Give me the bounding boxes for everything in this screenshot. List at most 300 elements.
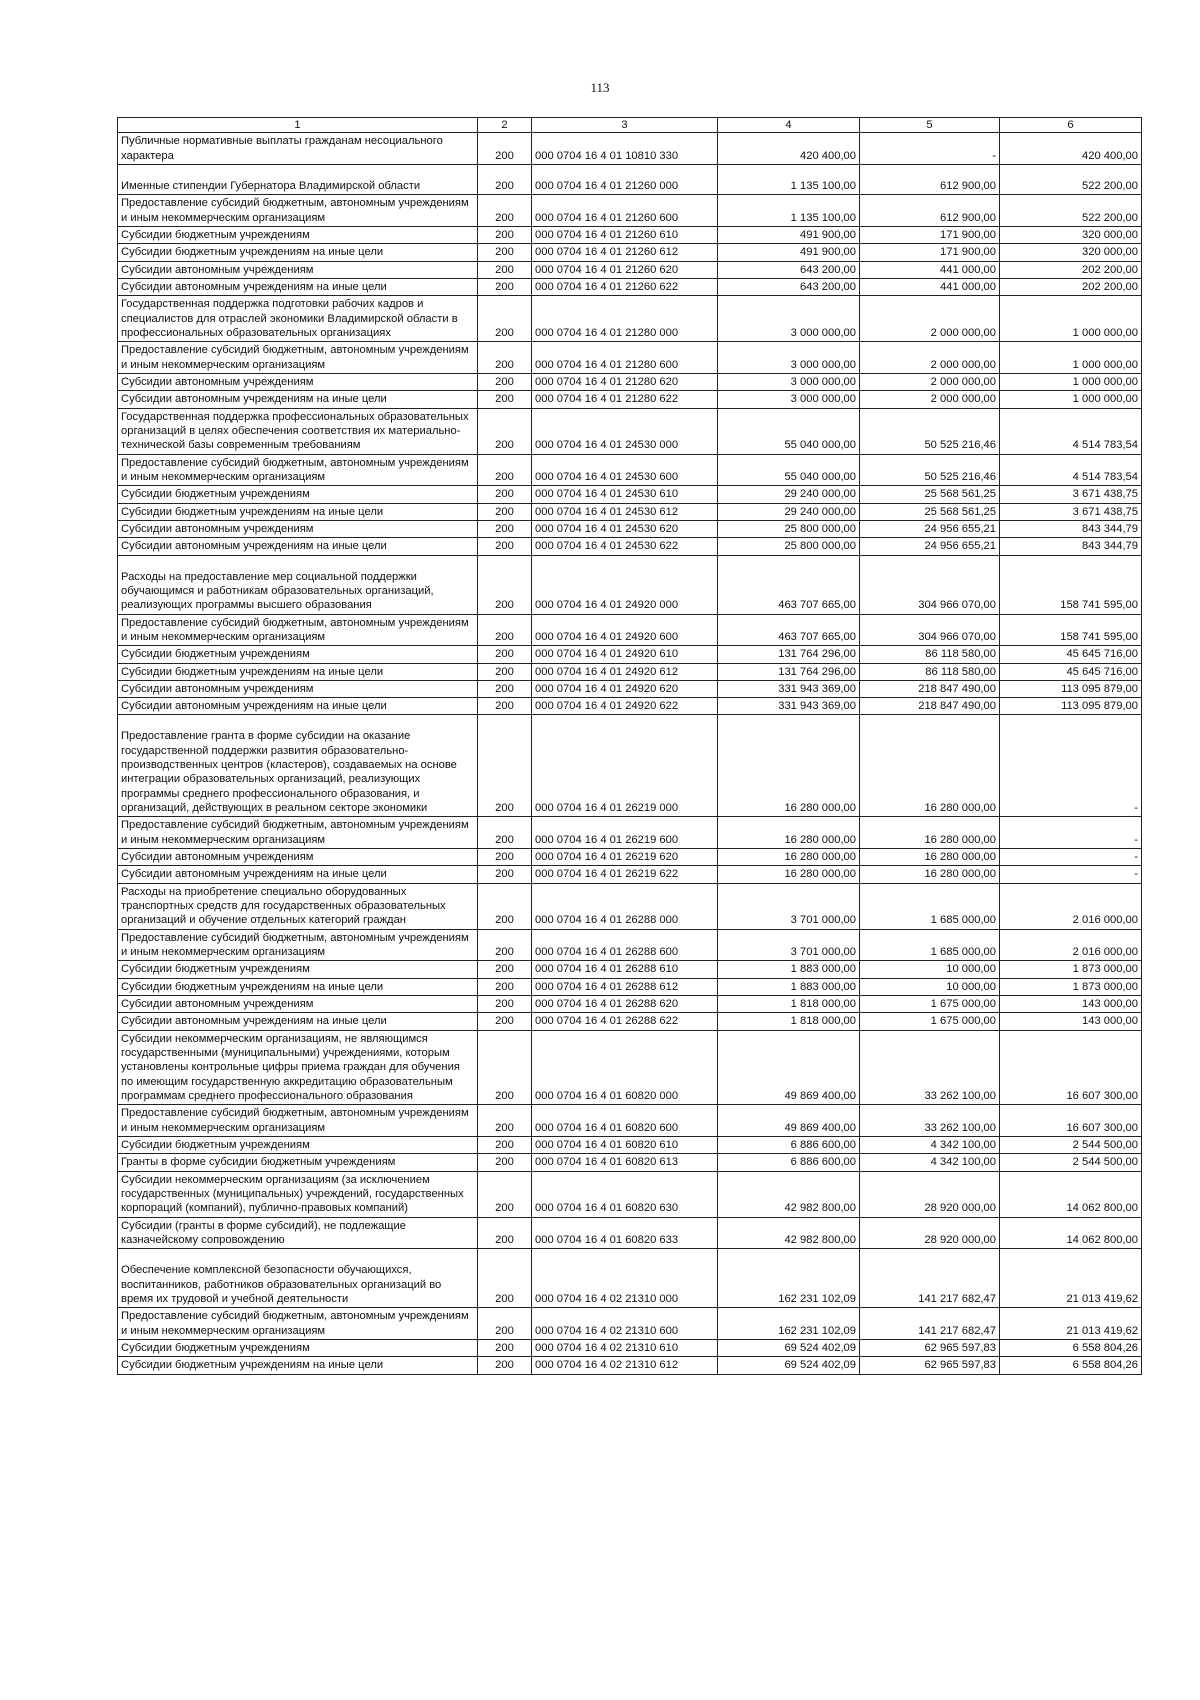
row-value-col5: 4 342 100,00 [860,1154,1000,1171]
row-name: Субсидии бюджетным учреждениям на иные цели [118,503,478,520]
table-row [118,1137,1142,1154]
row-admin-code: 200 [478,698,532,715]
row-value-col5: 62 965 597,83 [860,1339,1000,1356]
row-value-col6: 1 873 000,00 [1000,978,1142,995]
row-value-col4: 3 701 000,00 [718,883,860,929]
table-body [118,133,1142,1374]
row-name: Субсидии автономным учреждениям на иные цели [118,698,478,715]
row-value-col4: 25 800 000,00 [718,520,860,537]
row-budget-code: 000 0704 16 4 01 24920 600 [532,614,718,646]
row-name: Субсидии бюджетным учреждениям на иные цели [118,244,478,261]
row-value-col5: 50 525 216,46 [860,454,1000,486]
row-value-col6: 16 607 300,00 [1000,1030,1142,1105]
row-budget-code: 000 0704 16 4 01 21260 000 [532,164,718,194]
row-value-col4: 131 764 296,00 [718,646,860,663]
row-name: Именные стипендии Губернатора Владимирской области [118,164,478,194]
row-admin-code: 200 [478,646,532,663]
row-value-col6: - [1000,866,1142,883]
row-value-col6: 14 062 800,00 [1000,1217,1142,1249]
row-name: Субсидии автономным учреждениям [118,996,478,1013]
row-budget-code: 000 0704 16 4 01 21260 610 [532,226,718,243]
row-value-col5: 2 000 000,00 [860,296,1000,342]
row-name: Расходы на предоставление мер социальной поддержки обучающимся и работникам образовательных организаций, реализующих программы высшего образования [118,555,478,614]
row-value-col4: 49 869 400,00 [718,1030,860,1105]
row-value-col4: 42 982 800,00 [718,1171,860,1217]
row-value-col6: 522 200,00 [1000,164,1142,194]
row-budget-code: 000 0704 16 4 01 26288 000 [532,883,718,929]
row-value-col4: 16 280 000,00 [718,817,860,849]
table-row [118,195,1142,227]
row-admin-code: 200 [478,408,532,454]
row-value-col5: 86 118 580,00 [860,663,1000,680]
row-budget-code: 000 0704 16 4 01 26288 600 [532,929,718,961]
row-value-col5: 86 118 580,00 [860,646,1000,663]
row-name: Обеспечение комплексной безопасности обучающихся, воспитанников, работников образовательных организаций во время их трудовой и учебной деятельности [118,1249,478,1308]
row-budget-code: 000 0704 16 4 02 21310 600 [532,1308,718,1340]
row-value-col4: 491 900,00 [718,244,860,261]
row-value-col6: 1 000 000,00 [1000,373,1142,390]
row-admin-code: 200 [478,883,532,929]
row-value-col5: 10 000,00 [860,978,1000,995]
table-row [118,278,1142,295]
table-row [118,961,1142,978]
row-value-col6: 2 016 000,00 [1000,883,1142,929]
row-admin-code: 200 [478,817,532,849]
row-budget-code: 000 0704 16 4 01 24530 620 [532,520,718,537]
row-value-col4: 491 900,00 [718,226,860,243]
row-admin-code: 200 [478,296,532,342]
row-value-col6: 21 013 419,62 [1000,1308,1142,1340]
row-value-col6: 3 671 438,75 [1000,486,1142,503]
row-value-col5: 10 000,00 [860,961,1000,978]
row-budget-code: 000 0704 16 4 01 21260 620 [532,261,718,278]
row-value-col4: 29 240 000,00 [718,486,860,503]
row-budget-code: 000 0704 16 4 01 24920 612 [532,663,718,680]
table-row [118,261,1142,278]
row-value-col6: 3 671 438,75 [1000,503,1142,520]
row-value-col6: 45 645 716,00 [1000,663,1142,680]
row-value-col5: 25 568 561,25 [860,503,1000,520]
row-value-col5: 612 900,00 [860,164,1000,194]
table-row [118,244,1142,261]
row-value-col6: 6 558 804,26 [1000,1357,1142,1374]
row-admin-code: 200 [478,1137,532,1154]
row-value-col4: 1 135 100,00 [718,164,860,194]
row-name: Субсидии бюджетным учреждениям [118,486,478,503]
table-row [118,296,1142,342]
row-name: Предоставление субсидий бюджетным, автономным учреждениям и иным некоммерческим организациям [118,454,478,486]
row-admin-code: 200 [478,133,532,165]
row-name: Субсидии бюджетным учреждениям [118,1137,478,1154]
row-value-col4: 6 886 600,00 [718,1137,860,1154]
row-value-col4: 16 280 000,00 [718,715,860,817]
row-value-col6: 1 873 000,00 [1000,961,1142,978]
table-row [118,866,1142,883]
row-value-col5: 50 525 216,46 [860,408,1000,454]
row-name: Предоставление субсидий бюджетным, автономным учреждениям и иным некоммерческим организациям [118,614,478,646]
row-admin-code: 200 [478,978,532,995]
row-value-col6: 45 645 716,00 [1000,646,1142,663]
row-name: Субсидии автономным учреждениям [118,373,478,390]
row-value-col4: 3 701 000,00 [718,929,860,961]
row-value-col6: 1 000 000,00 [1000,342,1142,374]
row-value-col5: 141 217 682,47 [860,1308,1000,1340]
row-budget-code: 000 0704 16 4 01 24530 612 [532,503,718,520]
row-admin-code: 200 [478,195,532,227]
row-budget-code: 000 0704 16 4 01 26219 620 [532,849,718,866]
row-value-col5: 33 262 100,00 [860,1030,1000,1105]
row-name: Расходы на приобретение специально оборудованных транспортных средств для государственных образовательных организаций и обучение отдельных категорий граждан [118,883,478,929]
row-budget-code: 000 0704 16 4 01 24920 620 [532,680,718,697]
row-admin-code: 200 [478,244,532,261]
row-value-col5: 1 685 000,00 [860,883,1000,929]
row-budget-code: 000 0704 16 4 01 24920 610 [532,646,718,663]
row-value-col4: 16 280 000,00 [718,849,860,866]
row-admin-code: 200 [478,226,532,243]
table-row [118,1339,1142,1356]
row-value-col4: 331 943 369,00 [718,698,860,715]
row-value-col5: 171 900,00 [860,226,1000,243]
row-name: Субсидии автономным учреждениям [118,261,478,278]
row-admin-code: 200 [478,391,532,408]
row-budget-code: 000 0704 16 4 01 26288 620 [532,996,718,1013]
row-value-col4: 463 707 665,00 [718,614,860,646]
row-value-col4: 162 231 102,09 [718,1249,860,1308]
row-budget-code: 000 0704 16 4 01 24530 600 [532,454,718,486]
row-budget-code: 000 0704 16 4 01 26219 600 [532,817,718,849]
row-value-col5: 2 000 000,00 [860,373,1000,390]
row-value-col4: 3 000 000,00 [718,373,860,390]
row-value-col6: 202 200,00 [1000,261,1142,278]
row-budget-code: 000 0704 16 4 01 24530 622 [532,538,718,555]
row-name: Субсидии бюджетным учреждениям на иные цели [118,1357,478,1374]
row-value-col5: 16 280 000,00 [860,849,1000,866]
table-row [118,164,1142,194]
table-row [118,1357,1142,1374]
table-row [118,133,1142,165]
row-value-col4: 331 943 369,00 [718,680,860,697]
table-row [118,1171,1142,1217]
row-admin-code: 200 [478,520,532,537]
row-value-col5: 16 280 000,00 [860,817,1000,849]
row-value-col5: 2 000 000,00 [860,342,1000,374]
table-row [118,408,1142,454]
row-value-col4: 1 883 000,00 [718,961,860,978]
row-value-col5: 171 900,00 [860,244,1000,261]
row-value-col4: 1 818 000,00 [718,1013,860,1030]
row-value-col6: 843 344,79 [1000,538,1142,555]
row-name: Субсидии автономным учреждениям на иные цели [118,866,478,883]
table-row [118,373,1142,390]
table-row [118,1249,1142,1308]
table-row [118,929,1142,961]
row-value-col4: 16 280 000,00 [718,866,860,883]
row-value-col6: 420 400,00 [1000,133,1142,165]
row-name: Субсидии бюджетным учреждениям на иные цели [118,663,478,680]
row-name: Субсидии бюджетным учреждениям [118,1339,478,1356]
table-row [118,1105,1142,1137]
row-value-col6: 14 062 800,00 [1000,1171,1142,1217]
table-row [118,614,1142,646]
row-value-col5: 304 966 070,00 [860,614,1000,646]
row-value-col6: 1 000 000,00 [1000,296,1142,342]
table-row [118,1013,1142,1030]
row-value-col4: 6 886 600,00 [718,1154,860,1171]
row-value-col5: 304 966 070,00 [860,555,1000,614]
row-value-col6: 2 544 500,00 [1000,1154,1142,1171]
table-row [118,503,1142,520]
row-admin-code: 200 [478,373,532,390]
row-value-col5: 218 847 490,00 [860,698,1000,715]
row-budget-code: 000 0704 16 4 01 21280 000 [532,296,718,342]
row-admin-code: 200 [478,866,532,883]
row-admin-code: 200 [478,503,532,520]
row-name: Публичные нормативные выплаты гражданам несоциального характера [118,133,478,165]
row-admin-code: 200 [478,1217,532,1249]
row-value-col6: 2 016 000,00 [1000,929,1142,961]
row-budget-code: 000 0704 16 4 01 24920 622 [532,698,718,715]
row-name: Субсидии бюджетным учреждениям на иные цели [118,978,478,995]
row-value-col6: 158 741 595,00 [1000,555,1142,614]
row-admin-code: 200 [478,278,532,295]
row-value-col4: 162 231 102,09 [718,1308,860,1340]
row-value-col5: 141 217 682,47 [860,1249,1000,1308]
table-row [118,978,1142,995]
row-admin-code: 200 [478,1308,532,1340]
row-value-col6: 143 000,00 [1000,1013,1142,1030]
row-value-col5: 2 000 000,00 [860,391,1000,408]
row-value-col6: 4 514 783,54 [1000,454,1142,486]
row-value-col5: 24 956 655,21 [860,538,1000,555]
row-admin-code: 200 [478,614,532,646]
table-row [118,663,1142,680]
row-value-col5: 25 568 561,25 [860,486,1000,503]
row-budget-code: 000 0704 16 4 01 21260 622 [532,278,718,295]
row-value-col4: 1 135 100,00 [718,195,860,227]
row-admin-code: 200 [478,849,532,866]
table-row [118,486,1142,503]
row-budget-code: 000 0704 16 4 01 21280 622 [532,391,718,408]
row-value-col6: 522 200,00 [1000,195,1142,227]
row-value-col6: 143 000,00 [1000,996,1142,1013]
row-value-col4: 55 040 000,00 [718,408,860,454]
row-value-col6: 113 095 879,00 [1000,680,1142,697]
row-value-col5: 28 920 000,00 [860,1217,1000,1249]
row-name: Субсидии автономным учреждениям на иные цели [118,538,478,555]
row-value-col6: 113 095 879,00 [1000,698,1142,715]
table-row [118,849,1142,866]
row-name: Предоставление субсидий бюджетным, автономным учреждениям и иным некоммерческим организациям [118,817,478,849]
row-value-col5: 441 000,00 [860,278,1000,295]
row-value-col6: 6 558 804,26 [1000,1339,1142,1356]
table-row [118,1217,1142,1249]
row-admin-code: 200 [478,680,532,697]
row-name: Субсидии некоммерческим организациям, не являющимся государственными (муниципальными) учреждениями, которым установлены контрольные цифры приема граждан для обучения по имеющим государственную аккредитацию образовательным программам среднего профессионального образования [118,1030,478,1105]
row-admin-code: 200 [478,1154,532,1171]
table-row [118,1308,1142,1340]
row-admin-code: 200 [478,261,532,278]
row-value-col6: 1 000 000,00 [1000,391,1142,408]
table-row [118,680,1142,697]
row-admin-code: 200 [478,961,532,978]
row-admin-code: 200 [478,1357,532,1374]
row-value-col6: 16 607 300,00 [1000,1105,1142,1137]
row-name: Государственная поддержка профессиональных образовательных организаций в целях обеспечения соответствия их материально-технической базы современным требованиям [118,408,478,454]
row-value-col4: 49 869 400,00 [718,1105,860,1137]
row-admin-code: 200 [478,929,532,961]
row-budget-code: 000 0704 16 4 01 21260 600 [532,195,718,227]
budget-table [117,117,1142,1375]
row-budget-code: 000 0704 16 4 01 26288 612 [532,978,718,995]
table-row [118,817,1142,849]
row-value-col4: 29 240 000,00 [718,503,860,520]
row-budget-code: 000 0704 16 4 01 24530 610 [532,486,718,503]
row-name: Предоставление гранта в форме субсидии на оказание государственной поддержки развития образовательно-производственных центров (кластеров), создаваемых на основе интеграции образовательных организаций, реализующих программы среднего профессионального образования, и организаций, действующих в реальном секторе экономики [118,715,478,817]
row-budget-code: 000 0704 16 4 01 24530 000 [532,408,718,454]
row-value-col5: 1 675 000,00 [860,996,1000,1013]
column-header: 5 [860,118,1000,133]
row-budget-code: 000 0704 16 4 01 60820 610 [532,1137,718,1154]
row-budget-code: 000 0704 16 4 01 60820 630 [532,1171,718,1217]
row-admin-code: 200 [478,486,532,503]
row-value-col6: 320 000,00 [1000,226,1142,243]
row-value-col5: 33 262 100,00 [860,1105,1000,1137]
row-value-col4: 463 707 665,00 [718,555,860,614]
row-value-col4: 643 200,00 [718,278,860,295]
table-row [118,996,1142,1013]
table-row [118,715,1142,817]
row-value-col4: 420 400,00 [718,133,860,165]
row-value-col4: 69 524 402,09 [718,1339,860,1356]
row-budget-code: 000 0704 16 4 02 21310 610 [532,1339,718,1356]
row-value-col6: 843 344,79 [1000,520,1142,537]
table-row [118,883,1142,929]
table-row [118,538,1142,555]
row-value-col5: 218 847 490,00 [860,680,1000,697]
row-admin-code: 200 [478,454,532,486]
row-name: Субсидии автономным учреждениям [118,520,478,537]
row-value-col6: 21 013 419,62 [1000,1249,1142,1308]
row-budget-code: 000 0704 16 4 01 26288 622 [532,1013,718,1030]
row-name: Субсидии автономным учреждениям на иные цели [118,278,478,295]
row-budget-code: 000 0704 16 4 01 60820 613 [532,1154,718,1171]
row-admin-code: 200 [478,1339,532,1356]
row-budget-code: 000 0704 16 4 01 21260 612 [532,244,718,261]
row-admin-code: 200 [478,1030,532,1105]
row-value-col4: 1 818 000,00 [718,996,860,1013]
row-admin-code: 200 [478,1171,532,1217]
column-header: 4 [718,118,860,133]
table-row [118,1154,1142,1171]
row-name: Субсидии (гранты в форме субсидий), не подлежащие казначейскому сопровождению [118,1217,478,1249]
table-row [118,555,1142,614]
row-value-col6: - [1000,817,1142,849]
row-name: Субсидии некоммерческим организациям (за исключением государственных (муниципальных) учреждений, государственных корпораций (компаний), публично-правовых компаний) [118,1171,478,1217]
row-value-col5: 4 342 100,00 [860,1137,1000,1154]
row-name: Государственная поддержка подготовки рабочих кадров и специалистов для отраслей экономики Владимирской области в профессиональных образовательных организациях [118,296,478,342]
row-value-col6: - [1000,849,1142,866]
row-value-col4: 42 982 800,00 [718,1217,860,1249]
row-value-col6: 320 000,00 [1000,244,1142,261]
row-value-col6: 158 741 595,00 [1000,614,1142,646]
row-value-col4: 25 800 000,00 [718,538,860,555]
row-value-col4: 3 000 000,00 [718,296,860,342]
row-name: Предоставление субсидий бюджетным, автономным учреждениям и иным некоммерческим организациям [118,1105,478,1137]
row-value-col5: 1 675 000,00 [860,1013,1000,1030]
row-value-col4: 3 000 000,00 [718,391,860,408]
row-name: Предоставление субсидий бюджетным, автономным учреждениям и иным некоммерческим организациям [118,1308,478,1340]
row-name: Предоставление субсидий бюджетным, автономным учреждениям и иным некоммерческим организациям [118,929,478,961]
table-row [118,226,1142,243]
row-name: Субсидии бюджетным учреждениям [118,646,478,663]
row-budget-code: 000 0704 16 4 01 24920 000 [532,555,718,614]
row-admin-code: 200 [478,1105,532,1137]
row-name: Гранты в форме субсидии бюджетным учреждениям [118,1154,478,1171]
row-name: Предоставление субсидий бюджетным, автономным учреждениям и иным некоммерческим организациям [118,342,478,374]
row-budget-code: 000 0704 16 4 02 21310 000 [532,1249,718,1308]
row-admin-code: 200 [478,1249,532,1308]
table-row [118,391,1142,408]
header-row [118,118,1142,133]
row-admin-code: 200 [478,555,532,614]
row-name: Субсидии автономным учреждениям на иные цели [118,391,478,408]
row-value-col4: 55 040 000,00 [718,454,860,486]
table-row [118,342,1142,374]
row-value-col5: 1 685 000,00 [860,929,1000,961]
table-row [118,1030,1142,1105]
table-row [118,520,1142,537]
row-value-col5: 16 280 000,00 [860,866,1000,883]
row-value-col5: 16 280 000,00 [860,715,1000,817]
row-name: Субсидии автономным учреждениям [118,680,478,697]
row-budget-code: 000 0704 16 4 01 60820 633 [532,1217,718,1249]
row-value-col6: 202 200,00 [1000,278,1142,295]
row-admin-code: 200 [478,164,532,194]
row-admin-code: 200 [478,1013,532,1030]
column-header: 6 [1000,118,1142,133]
row-budget-code: 000 0704 16 4 01 26219 622 [532,866,718,883]
column-header: 1 [118,118,478,133]
row-budget-code: 000 0704 16 4 01 26219 000 [532,715,718,817]
row-budget-code: 000 0704 16 4 01 21280 620 [532,373,718,390]
row-value-col5: 24 956 655,21 [860,520,1000,537]
table-row [118,646,1142,663]
page-number: 113 [590,80,610,95]
row-value-col5: 62 965 597,83 [860,1357,1000,1374]
table-row [118,454,1142,486]
row-admin-code: 200 [478,996,532,1013]
table-row [118,698,1142,715]
row-admin-code: 200 [478,538,532,555]
row-name: Субсидии бюджетным учреждениям [118,226,478,243]
row-value-col5: 28 920 000,00 [860,1171,1000,1217]
row-value-col6: - [1000,715,1142,817]
row-value-col4: 3 000 000,00 [718,342,860,374]
row-name: Субсидии автономным учреждениям на иные цели [118,1013,478,1030]
row-budget-code: 000 0704 16 4 01 10810 330 [532,133,718,165]
row-name: Субсидии автономным учреждениям [118,849,478,866]
row-budget-code: 000 0704 16 4 01 26288 610 [532,961,718,978]
row-budget-code: 000 0704 16 4 02 21310 612 [532,1357,718,1374]
column-header: 3 [532,118,718,133]
row-value-col5: - [860,133,1000,165]
row-admin-code: 200 [478,663,532,680]
row-value-col4: 131 764 296,00 [718,663,860,680]
row-admin-code: 200 [478,342,532,374]
row-admin-code: 200 [478,715,532,817]
column-header: 2 [478,118,532,133]
row-name: Субсидии бюджетным учреждениям [118,961,478,978]
